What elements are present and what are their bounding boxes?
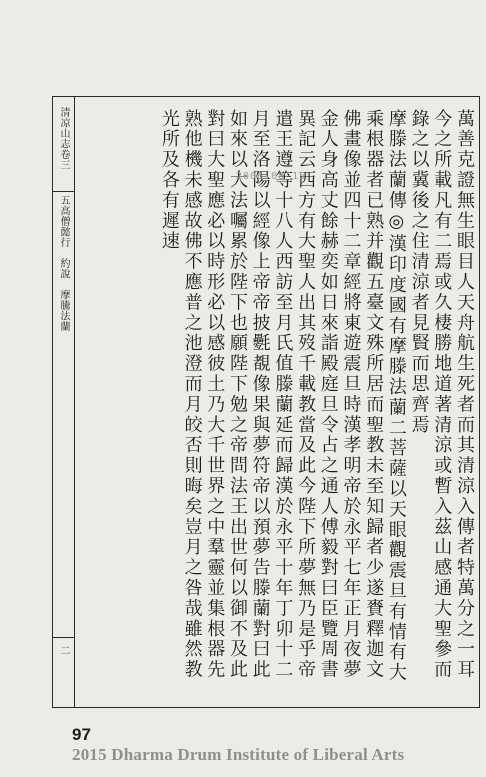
margin-page-label: 二 — [58, 645, 69, 656]
section-title: 五高僧懿行 約說 摩騰法蘭 — [58, 195, 69, 332]
margin-column — [53, 97, 75, 707]
date-stamp: 2006-08-15 — [236, 171, 307, 182]
page-number: 97 — [72, 725, 91, 744]
margin-divider — [53, 637, 75, 638]
page-frame — [52, 96, 480, 708]
margin-divider — [53, 191, 75, 192]
book-title: 清凉山志卷三 — [58, 107, 69, 170]
body-text: 萬善克證無生眼目人天舟航生死者而其清涼入傳者特萬分之一耳今之所載凡有二焉或久棲勝地道著清涼或暫入茲山感通大聖參而錄之以冀後之住清涼者見賢而思齊焉 摩滕法蘭傳◎漢印度國有摩滕法蘭二菩薩以天眼觀震旦有情有大乘根器者已熟并觀五臺文殊所居而聖教未至知歸者少遂賚釋迦文佛畫像並四十二章經將東遊震旦時漢孝明帝於永平七年正月夜夢金人身高丈餘赫奕如日來詣殿庭旦令占之通人傅毅對曰臣覽周書異記云西方有大聖人出其歿千載教當及此今陛下所夢無乃是乎帝遣王遵等十八人西訪至月氏值滕蘭延而歸漢於永平十年丁卯十二月至洛陽以經像上帝帝披氎覩像果與夢符帝以預夢告滕蘭對曰此如來以大法囑累於陛下也願陛下勉之帝問法王出世何以御不及此對曰大聖應必以時形必以感彼土乃大千世界之中羣靈並集根器先熟他機未感故佛不應普之池澄而月皎否則晦矣豈月之咎哉雖然教光所及各有遲速 — [158, 109, 475, 684]
watermark: 2015 Dharma Drum Institute of Liberal Arts — [72, 745, 405, 764]
